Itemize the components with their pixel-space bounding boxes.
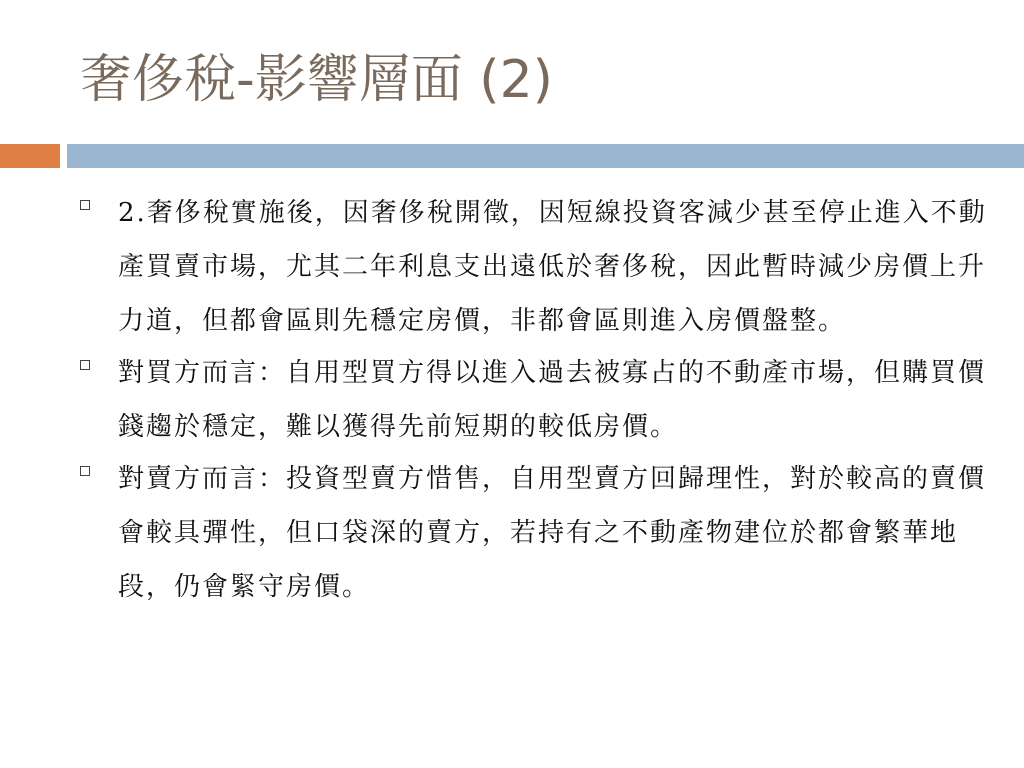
square-bullet-icon	[80, 466, 90, 476]
bullet-text: 對買方而言：自用型買方得以進入過去被寡占的不動產市場，但購買價錢趨於穩定，難以獲得先前短期的較低房價。	[118, 358, 987, 442]
slide-title: 奢侈稅-影響層面 (2)	[80, 50, 553, 110]
bullet-text: 2.奢侈稅實施後，因奢侈稅開徵，因短線投資客減少甚至停止進入不動產買賣市場，尤其二年利息支出遠低於奢侈稅，因此暫時減少房價上升力道，但都會區則先穩定房價，非都會區則進入房價盤整。	[118, 198, 987, 336]
bullet-item	[78, 346, 1008, 454]
square-bullet-icon	[80, 200, 90, 210]
bullet-item	[78, 186, 1008, 348]
title-divider-accent	[0, 144, 60, 168]
title-divider-bar	[67, 144, 1024, 168]
bullet-text: 對賣方而言：投資型賣方惜售，自用型賣方回歸理性，對於較高的賣價會較具彈性，但口袋深的賣方，若持有之不動產物建位於都會繁華地段，仍會緊守房價。	[118, 464, 987, 602]
square-bullet-icon	[80, 360, 90, 370]
bullet-list	[78, 194, 1008, 620]
bullet-item	[78, 452, 1008, 614]
